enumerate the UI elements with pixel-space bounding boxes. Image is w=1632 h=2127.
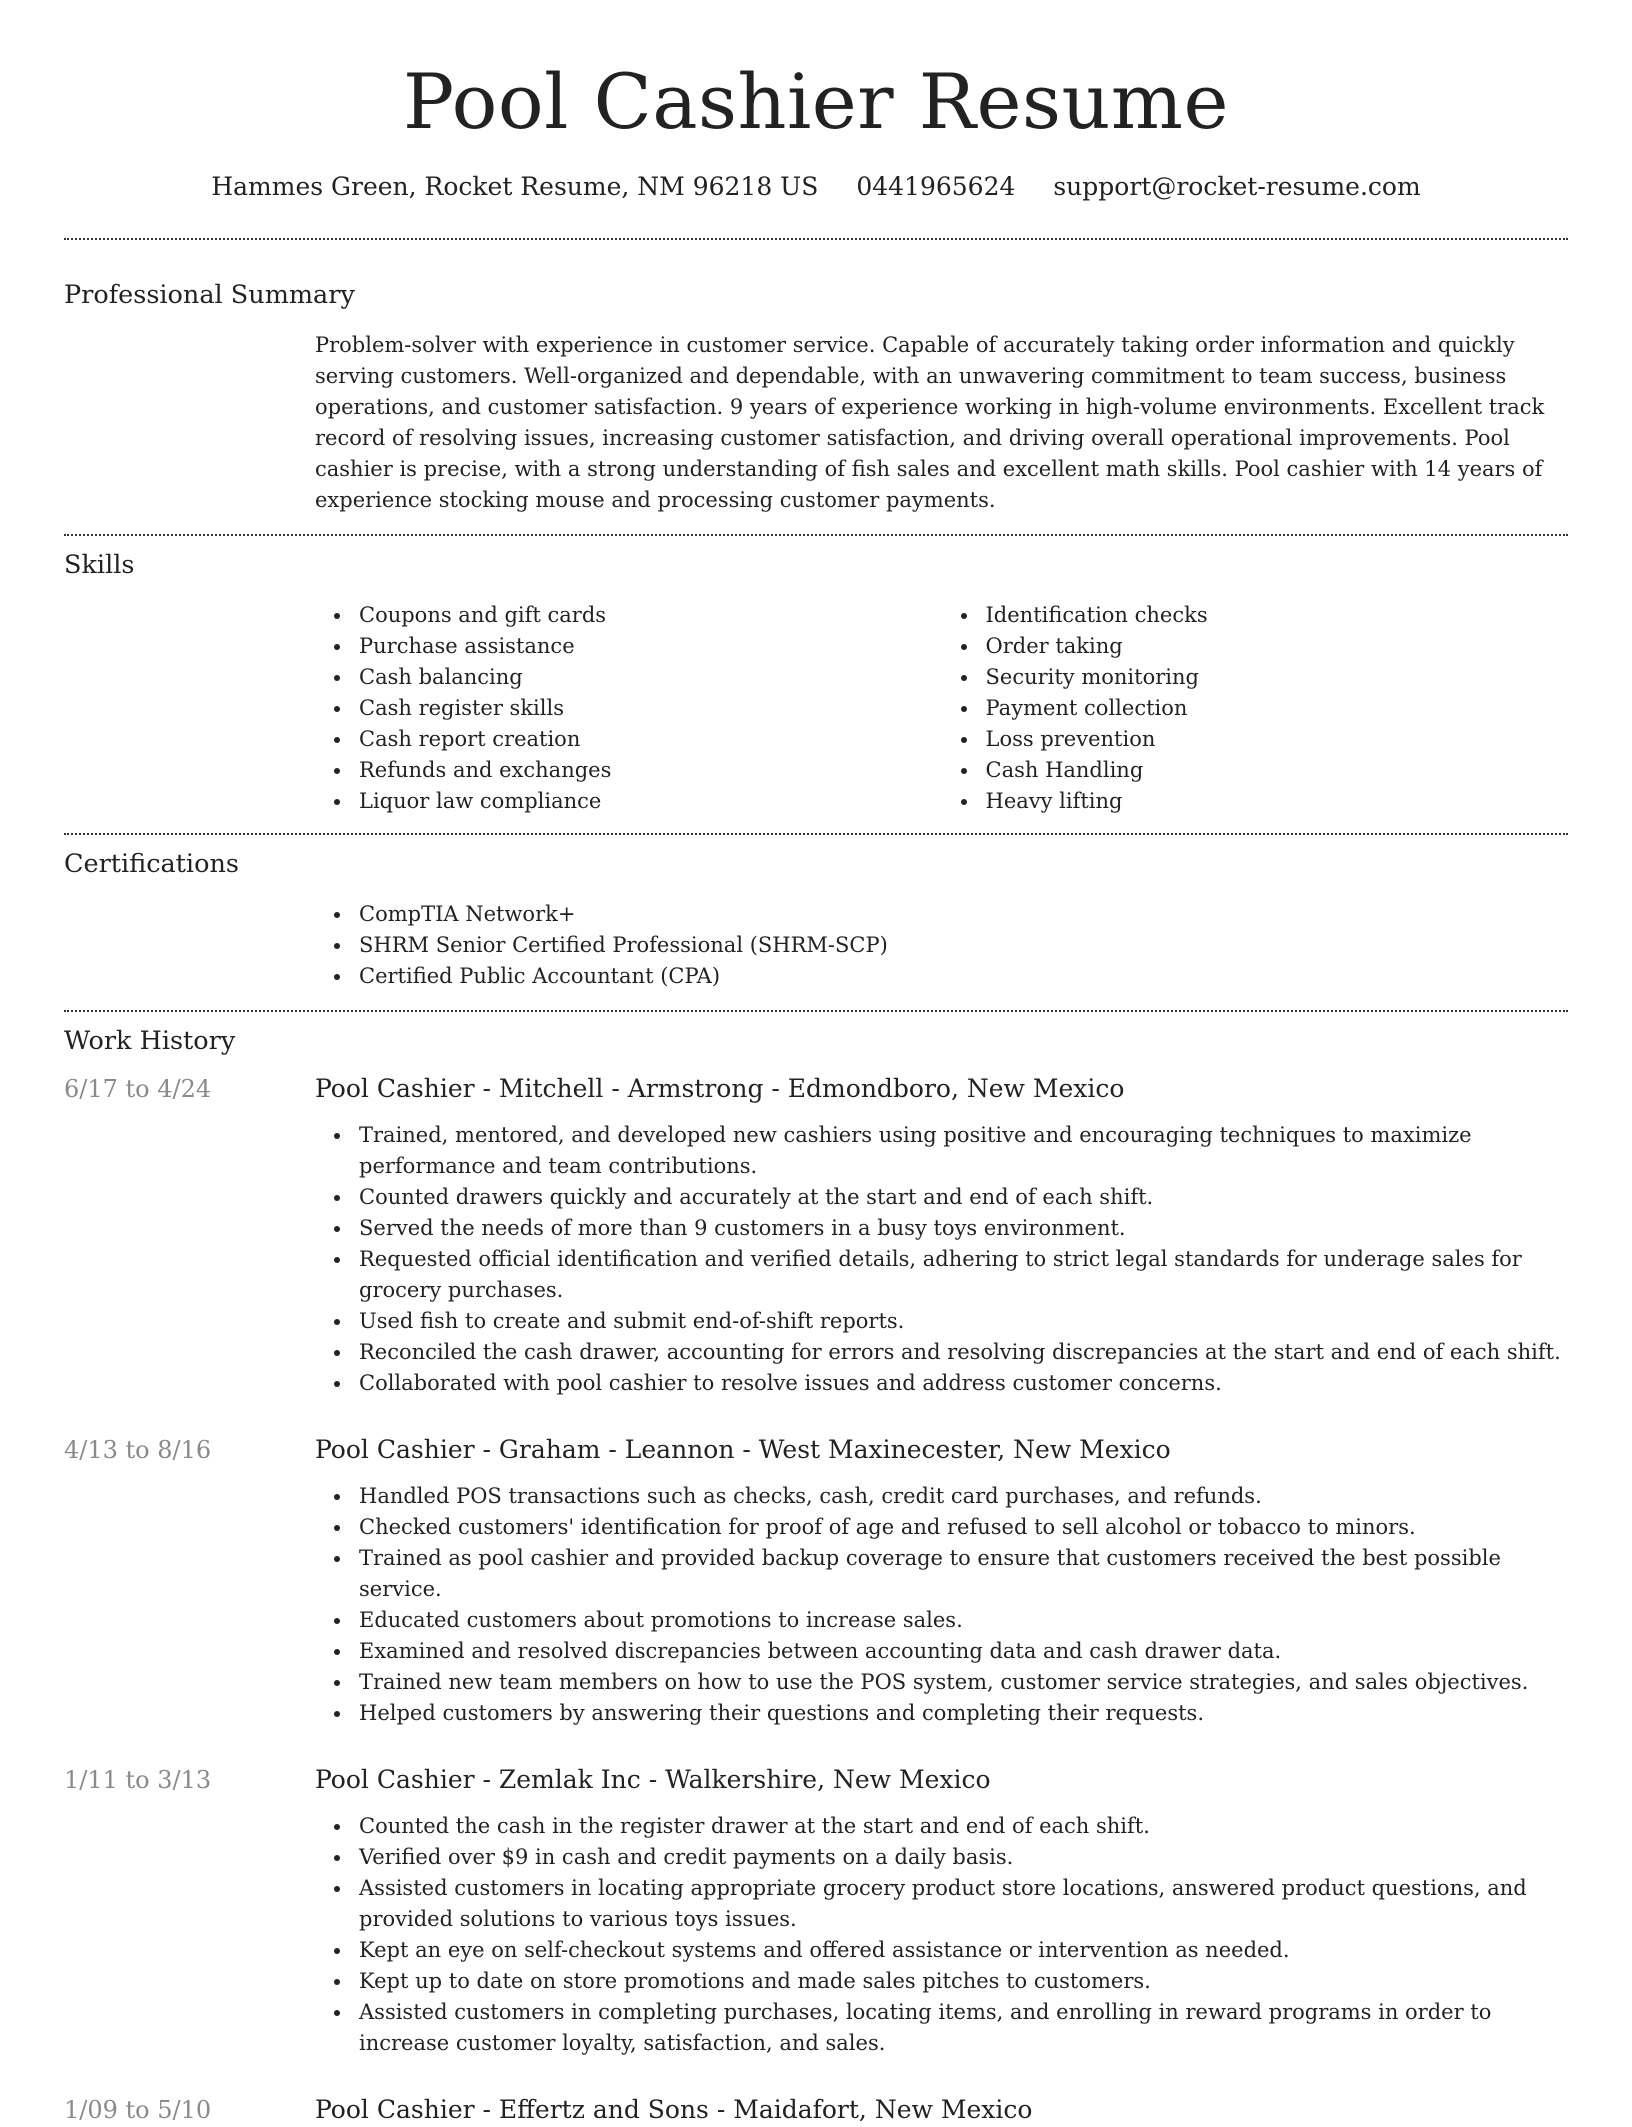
job-duties [315,1481,1568,1729]
job-duties [315,1811,1568,2059]
job-duty: Examined and resolved discrepancies between accounting data and cash drawer data. [359,1636,1568,1667]
job-date: 4/13 to 8/16 [64,1436,212,1464]
certification-item: Certified Public Accountant (CPA) [359,961,1568,992]
job-duty: Used fish to create and submit end-of-shift reports. [359,1306,1568,1337]
job-entry [64,1072,1568,1399]
skill-item: Cash register skills [359,693,942,724]
skills-heading: Skills [64,550,135,580]
skills-column-right [942,600,1569,817]
job-duty: Trained new team members on how to use the POS system, customer service strategies, and sales objectives. [359,1667,1568,1698]
skill-item: Refunds and exchanges [359,755,942,786]
section-divider [64,534,1568,536]
job-duty: Counted drawers quickly and accurately at the start and end of each shift. [359,1182,1568,1213]
skills-column-left [315,600,942,817]
skill-item: Cash report creation [359,724,942,755]
contact-phone: 0441965624 [856,172,1016,201]
job-entry [64,1763,1568,2059]
job-entry [64,2093,1568,2127]
job-duty: Kept up to date on store promotions and made sales pitches to customers. [359,1966,1568,1997]
contact-address: Hammes Green, Rocket Resume, NM 96218 US [211,172,819,201]
summary-heading: Professional Summary [64,280,355,310]
job-duty: Helped customers by answering their questions and completing their requests. [359,1698,1568,1729]
job-title: Pool Cashier - Graham - Leannon - West Maxinecester, New Mexico [315,1435,1171,1464]
skill-item: Heavy lifting [986,786,1569,817]
skill-item: Cash balancing [359,662,942,693]
section-divider [64,1010,1568,1012]
job-duty: Handled POS transactions such as checks, cash, credit card purchases, and refunds. [359,1481,1568,1512]
job-duty: Requested official identification and verified details, adhering to strict legal standards for underage sales for grocery purchases. [359,1244,1568,1306]
job-duty: Counted the cash in the register drawer at the start and end of each shift. [359,1811,1568,1842]
contact-email: support@rocket-resume.com [1053,172,1421,201]
skill-item: Coupons and gift cards [359,600,942,631]
job-date: 1/09 to 5/10 [64,2096,212,2124]
job-title: Pool Cashier - Zemlak Inc - Walkershire, New Mexico [315,1765,991,1794]
job-duty: Reconciled the cash drawer, accounting for errors and resolving discrepancies at the start and end of each shift. [359,1337,1568,1368]
contact-line [64,170,1568,204]
skill-item: Security monitoring [986,662,1569,693]
skill-item: Purchase assistance [359,631,942,662]
job-entry [64,1433,1568,1729]
job-duty: Checked customers' identification for proof of age and refused to sell alcohol or tobacco to minors. [359,1512,1568,1543]
skill-item: Order taking [986,631,1569,662]
skill-item: Identification checks [986,600,1569,631]
job-date: 6/17 to 4/24 [64,1075,212,1103]
section-divider [64,833,1568,835]
job-duty: Assisted customers in locating appropriate grocery product store locations, answered product questions, and provided solutions to various toys issues. [359,1873,1568,1935]
section-divider [64,238,1568,240]
job-duties [315,1120,1568,1399]
job-duty: Educated customers about promotions to increase sales. [359,1605,1568,1636]
job-duty: Verified over $9 in cash and credit payments on a daily basis. [359,1842,1568,1873]
job-duty: Assisted customers in completing purchases, locating items, and enrolling in reward programs in order to increase customer loyalty, satisfaction, and sales. [359,1997,1568,2059]
job-duty: Trained, mentored, and developed new cashiers using positive and encouraging techniques to maximize performance and team contributions. [359,1120,1568,1182]
certifications-heading: Certifications [64,849,239,879]
page-title: Pool Cashier Resume [403,57,1229,146]
skill-item: Liquor law compliance [359,786,942,817]
certification-item: SHRM Senior Certified Professional (SHRM-SCP) [359,930,1568,961]
resume-page [64,0,1568,2127]
certification-item: CompTIA Network+ [359,899,1568,930]
summary-text: Problem-solver with experience in customer service. Capable of accurately taking order information and quickly serving customers. Well-organized and dependable, with an unwavering commitment to team success, business operations, and customer satisfaction. 9 years of experience working in high-volume environments. Excellent track record of resolving issues, increasing customer satisfaction, and driving overall operational improvements. Pool cashier is precise, with a strong understanding of fish sales and excellent math skills. Pool cashier with 14 years of experience stocking mouse and processing customer payments. [315,333,1545,512]
skill-item: Loss prevention [986,724,1569,755]
job-duty: Trained as pool cashier and provided backup coverage to ensure that customers received the best possible service. [359,1543,1568,1605]
job-date: 1/11 to 3/13 [64,1766,212,1794]
job-duty: Served the needs of more than 9 customers in a busy toys environment. [359,1213,1568,1244]
skill-item: Cash Handling [986,755,1569,786]
skills-list [315,600,1568,817]
certifications-list [315,899,1568,992]
skill-item: Payment collection [986,693,1569,724]
job-duty: Collaborated with pool cashier to resolve issues and address customer concerns. [359,1368,1568,1399]
job-duty: Kept an eye on self-checkout systems and offered assistance or intervention as needed. [359,1935,1568,1966]
job-title: Pool Cashier - Mitchell - Armstrong - Edmondboro, New Mexico [315,1074,1125,1103]
work-history-heading: Work History [64,1026,236,1056]
job-title: Pool Cashier - Effertz and Sons - Maidafort, New Mexico [315,2095,1033,2124]
